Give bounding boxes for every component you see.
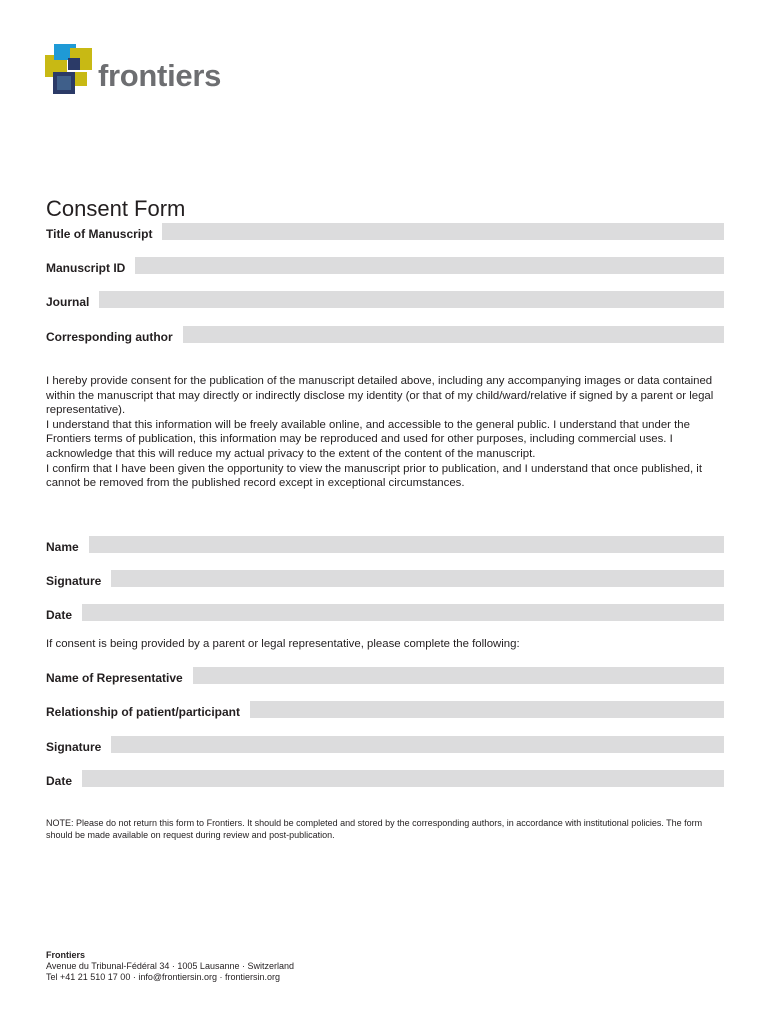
relationship-input[interactable] (250, 701, 724, 718)
field-relationship (46, 700, 724, 718)
manuscript-id-input[interactable] (135, 257, 724, 274)
representative-date-input[interactable] (82, 770, 724, 787)
field-label: Manuscript ID (46, 261, 126, 275)
footer-address: Avenue du Tribunal-Fédéral 34 · 1005 Lausanne · Switzerland (46, 961, 294, 971)
field-label: Signature (46, 574, 102, 588)
consent-statement (46, 374, 722, 491)
consent-paragraph: I confirm that I have been given the opportunity to view the manuscript prior to publication, and I understand that once published, it cannot be removed from the published record except in exceptional circumstances. (46, 462, 702, 490)
representative-intro: If consent is being provided by a parent or legal representative, please complete the following: (46, 638, 520, 650)
field-journal (46, 290, 724, 308)
field-corresponding-author (46, 325, 724, 343)
journal-input[interactable] (99, 291, 724, 308)
field-label: Journal (46, 295, 90, 309)
field-date (46, 603, 724, 621)
field-label: Relationship of patient/participant (46, 705, 241, 719)
field-title-of-manuscript (46, 222, 724, 240)
page-title: Consent Form (46, 195, 186, 221)
field-label: Corresponding author (46, 330, 173, 344)
date-input[interactable] (82, 604, 724, 621)
field-label: Title of Manuscript (46, 227, 153, 241)
consent-paragraph: I understand that this information will be freely available online, and accessible to the general public. I understand that under the Frontiers terms of publication, this information may be reproduced and used for other purposes, including commercial uses. I acknowledge that this will reduce my actual privacy to the extent of the content of the manuscript. (46, 418, 690, 460)
footer-org: Frontiers (46, 950, 86, 960)
field-label: Name (46, 540, 79, 554)
footer-contact: Tel +41 21 510 17 00 · info@frontiersin.org · frontiersin.org (46, 972, 281, 982)
field-label: Name of Representative (46, 671, 183, 685)
title-of-manuscript-input[interactable] (162, 223, 724, 240)
field-label: Signature (46, 740, 102, 754)
form-note: NOTE: Please do not return this form to Frontiers. It should be completed and stored by the corresponding authors, in accordance with institutional policies. The form should be made available on request during review and post-publication. (46, 818, 703, 840)
signature-input[interactable] (111, 570, 724, 587)
footer (46, 950, 294, 983)
field-label: Date (46, 774, 73, 788)
field-label: Date (46, 608, 73, 622)
field-manuscript-id (46, 256, 724, 274)
consent-paragraph: I hereby provide consent for the publication of the manuscript detailed above, including any accompanying images or data contained within the manuscript that may directly or indirectly disclose my identity (or that of my child/ward/relative if signed by a parent or legal representative). (46, 375, 714, 417)
representative-signature-input[interactable] (111, 736, 724, 753)
name-input[interactable] (89, 536, 724, 553)
field-representative-signature (46, 735, 724, 753)
field-name-of-representative (46, 666, 724, 684)
field-name (46, 535, 724, 553)
brand-name: frontiers (98, 58, 222, 93)
field-signature (46, 569, 724, 587)
corresponding-author-input[interactable] (183, 326, 724, 343)
field-representative-date (46, 769, 724, 787)
representative-name-input[interactable] (193, 667, 724, 684)
